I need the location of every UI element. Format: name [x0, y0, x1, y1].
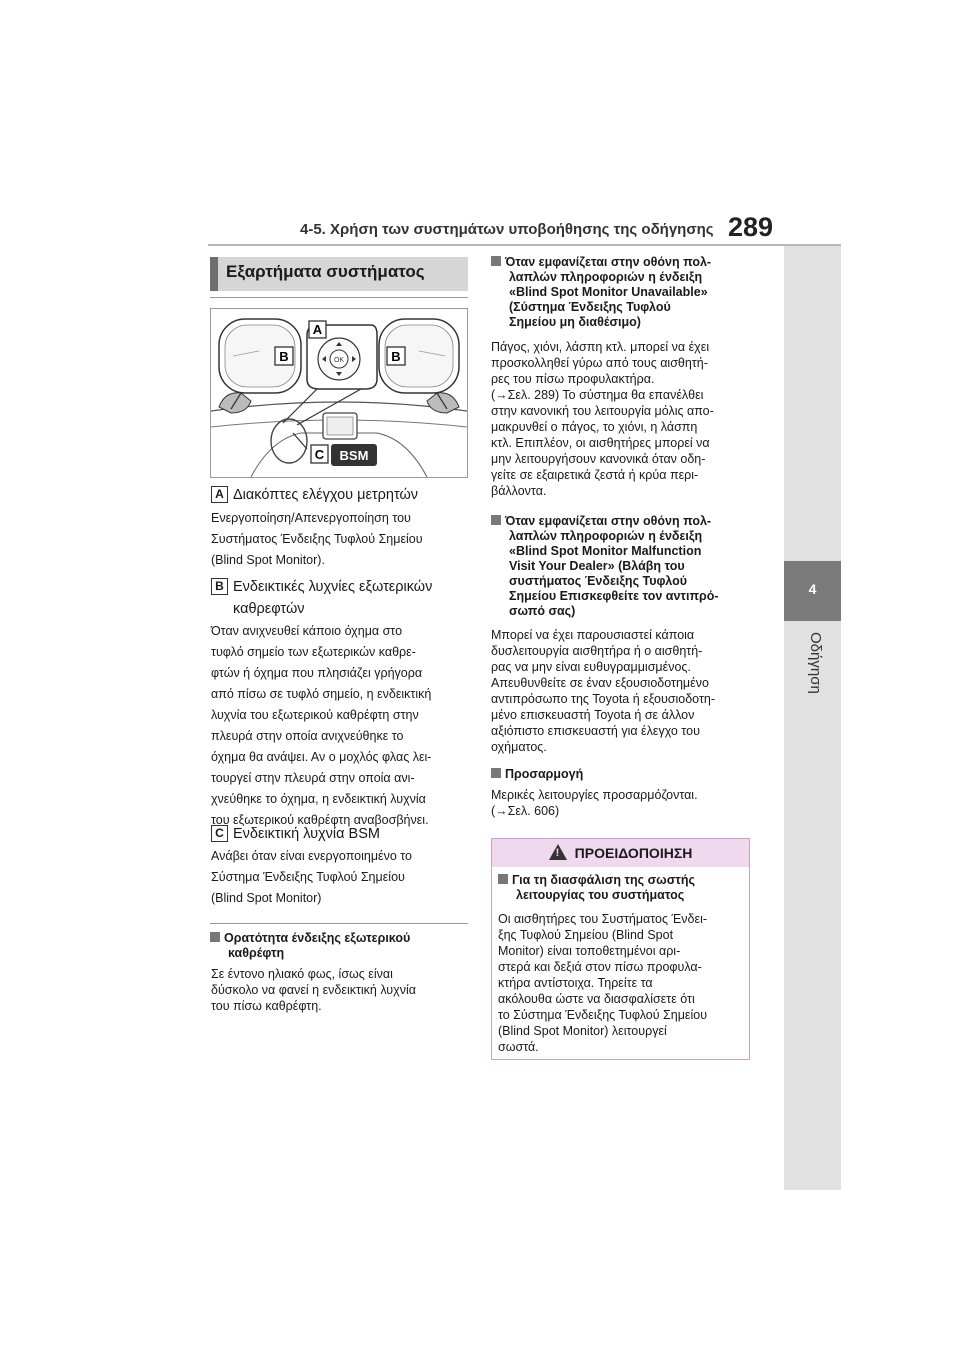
bullet-square-icon: [491, 768, 501, 778]
section-rule: [210, 297, 468, 298]
item-a-title: A Διακόπτες ελέγχου μετρητών: [211, 484, 471, 506]
malfunction-body: Μπορεί να έχει παρουσιαστεί κάποια δυσλειτουργία αισθητήρα ή ο αισθητή- ρας να μην είναι ευθυγραμμισμένος. Απευθυνθείτε σε έναν εξουσιοδοτημένο αντιπρόσωπο της Toyota ή εξουσιοδοτη- μένο επισκευαστή Toyota ή σε άλλον αξιόπιστο επισκευαστή για έλεγχο του οχήματος.: [491, 628, 716, 754]
page-number: 289: [728, 212, 774, 242]
system-components-figure: [210, 308, 468, 478]
item-c-title: C Ενδεικτική λυχνία BSM: [211, 823, 471, 845]
warning-heading: Για τη διασφάλιση της σωστής λειτουργίας του συστήματος: [498, 873, 748, 903]
notes-rule: [210, 923, 468, 924]
chapter-tab-label: Οδήγηση: [807, 632, 824, 694]
bullet-square-icon: [210, 932, 220, 942]
visibility-body: Σε έντονο ηλιακό φως, ίσως είναι δύσκολο να φανεί η ενδεικτική λυχνία του πίσω καθρέφτη.: [211, 967, 416, 1013]
callout-c: C: [314, 447, 325, 462]
header-rule: [208, 244, 841, 246]
item-b-letter: B: [211, 578, 228, 595]
item-c-body: Ανάβει όταν είναι ενεργοποιημένο το Σύστημα Ένδειξης Τυφλού Σημείου (Blind Spot Monitor): [211, 849, 412, 905]
warning-header: [492, 839, 749, 867]
item-b-body: Όταν ανιχνευθεί κάποιο όχημα στο τυφλό σημείο των εξωτερικών καθρε- φτών ή όχημα που πλησιάζει γρήγορα από πίσω σε τυφλό σημείο, η ενδεικτική λυχνία του εξωτερικού καθρέφτη στην πλευρά στην οποία ανιχνεύθηκε το όχημα θα ανάψει. Αν ο μοχλός φλας λει- τουργεί στην πλευρά στην οποία ανι- χνεύθηκε το όχημα, η ενδεικτική λυχνία του εξωτερικού καθρέφτη αναβοσβήνει.: [211, 624, 432, 827]
chapter-tab-bar: [784, 246, 841, 1190]
section-title: Εξαρτήματα συστήματος: [210, 257, 468, 291]
warning-box: [491, 838, 750, 1060]
warning-title: ΠΡΟΕΙΔΟΠΟΙΗΣΗ: [574, 845, 693, 861]
unavailable-body: Πάγος, χιόνι, λάσπη κτλ. μπορεί να έχει προσκολληθεί γύρω από τους αισθητή- ρες του πίσω προφυλακτήρα. (→Σελ. 289) Το σύστημα θα επανέλθει στην κανονική του λειτουργία μόλις απο- μακρυνθεί ο πάγος, το χιόνι, η λάσπη κτλ. Επιπλέον, οι αισθητήρες μπορεί να μην λειτουργήσουν κανονικά όταν οδη- γείτε σε εξαιρετικά ζεστά ή κρύα περι- βάλλοντα.: [491, 340, 714, 498]
warning-body: Οι αισθητήρες του Συστήματος Ένδει- ξης Τυφλού Σημείου (Blind Spot Monitor) είναι τοποθετημένοι αρι- στερά και δεξιά στον πίσω προφυλα- κτήρα αντίστοιχα. Τηρείτε τα ακόλουθα ώστε να διασφαλίσετε ότι το Σύστημα Ένδειξης Τυφλού Σημείου (Blind Spot Monitor) λειτουργεί σωστά.: [498, 912, 708, 1054]
bullet-square-icon: [498, 874, 508, 884]
customization-heading: Προσαρμογή: [491, 767, 756, 782]
ok-button-label: OK: [333, 357, 345, 364]
bullet-square-icon: [491, 515, 501, 525]
item-a-letter: A: [211, 486, 228, 503]
visibility-heading: Ορατότητα ένδειξης εξωτερικού καθρέφτη: [210, 931, 472, 961]
customization-body: Μερικές λειτουργίες προσαρμόζονται. (→Σελ. 606): [491, 788, 698, 818]
running-header-title: 4-5. Χρήση των συστημάτων υποβοήθησης της οδήγησης: [300, 221, 714, 238]
item-a-body: Ενεργοποίηση/Απενεργοποίηση του Συστήματος Ένδειξης Τυφλού Σημείου (Blind Spot Monitor).: [211, 511, 423, 567]
bullet-square-icon: [491, 256, 501, 266]
item-b-title: B Ενδεικτικές λυχνίες εξωτερικών καθρεφτών: [211, 576, 471, 620]
callout-b-left: B: [279, 349, 289, 364]
dashboard-illustration: [211, 309, 467, 477]
callout-a: A: [312, 322, 323, 337]
bsm-indicator-label: BSM: [339, 448, 369, 463]
malfunction-heading: Όταν εμφανίζεται στην οθόνη πολ- λαπλών πληροφοριών η ένδειξη «Blind Spot Monitor Malfunction Visit Your Dealer» (Βλάβη του συστήματος Ένδειξης Τυφλού Σημείου Επισκεφθείτε τον αντιπρό- σωπό σας): [491, 514, 756, 619]
item-c-letter: C: [211, 825, 228, 842]
warning-triangle-icon: !: [549, 844, 567, 860]
unavailable-heading: Όταν εμφανίζεται στην οθόνη πολ- λαπλών πληροφοριών η ένδειξη «Blind Spot Monitor Unavailable» (Σύστημα Ένδειξης Τυφλού Σημείου μη διαθέσιμο): [491, 255, 756, 330]
chapter-tab-number: 4: [808, 581, 817, 597]
callout-b-right: B: [391, 349, 401, 364]
